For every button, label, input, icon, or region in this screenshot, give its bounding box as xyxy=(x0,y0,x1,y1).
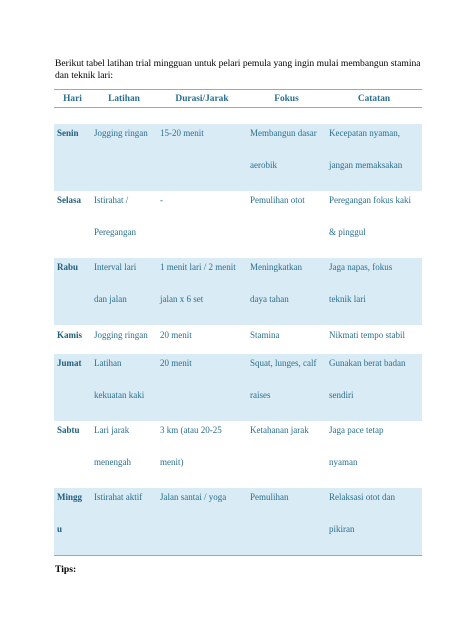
cell-line: jalan x 6 set xyxy=(160,293,204,304)
cell-latihan xyxy=(91,124,157,191)
cell-line: Selasa xyxy=(57,194,82,205)
cell-line: Latihan xyxy=(94,357,122,368)
cell-line: Stamina xyxy=(250,329,280,340)
cell-line: Istirahat aktif xyxy=(94,491,143,502)
cell-line: 20 menit xyxy=(160,329,192,340)
header-durasi: Durasi/Jarak xyxy=(157,90,247,108)
cell-line: Istirahat / xyxy=(94,194,129,205)
table-row xyxy=(54,421,422,488)
tips-heading: Tips: xyxy=(55,564,77,575)
cell-catatan xyxy=(326,488,422,556)
cell-durasi xyxy=(157,421,247,488)
cell-day xyxy=(54,421,91,488)
table-row xyxy=(54,488,422,556)
cell-catatan xyxy=(326,124,422,191)
cell-latihan xyxy=(91,258,157,325)
cell-line: Lari jarak xyxy=(94,424,130,435)
header-fokus: Fokus xyxy=(247,90,326,108)
cell-line: & pinggul xyxy=(329,226,366,237)
cell-line: menengah xyxy=(94,456,131,467)
cell-line: jangan memaksakan xyxy=(329,159,403,170)
cell-line: Jogging ringan xyxy=(94,127,148,138)
table-row xyxy=(54,191,422,258)
cell-latihan xyxy=(91,191,157,258)
cell-day xyxy=(54,124,91,191)
cell-line: Rabu xyxy=(57,261,79,272)
cell-catatan xyxy=(326,258,422,325)
cell-line: kekuatan kaki xyxy=(94,389,145,400)
cell-fokus xyxy=(247,488,326,556)
cell-durasi xyxy=(157,354,247,421)
table-row xyxy=(54,124,422,191)
table-header-row xyxy=(54,90,422,108)
cell-catatan xyxy=(326,354,422,421)
cell-fokus xyxy=(247,258,326,325)
cell-latihan xyxy=(91,325,157,354)
table-row xyxy=(54,325,422,354)
cell-durasi xyxy=(157,191,247,258)
cell-day xyxy=(54,354,91,421)
cell-line: Membangun dasar xyxy=(250,127,317,138)
header-hari: Hari xyxy=(54,90,91,108)
cell-fokus xyxy=(247,191,326,258)
cell-line: Nikmati tempo stabil xyxy=(329,329,405,340)
cell-line: Jogging ringan xyxy=(94,329,148,340)
cell-line: Pemulihan otot xyxy=(250,194,305,205)
cell-line: Interval lari xyxy=(94,261,137,272)
cell-line: u xyxy=(57,523,63,534)
cell-line: Kamis xyxy=(57,329,83,340)
cell-fokus xyxy=(247,421,326,488)
cell-line: 20 menit xyxy=(160,357,192,368)
cell-line: 1 menit lari / 2 menit xyxy=(160,261,236,272)
cell-line: Jumat xyxy=(57,357,82,368)
cell-line: daya tahan xyxy=(250,293,289,304)
cell-latihan xyxy=(91,354,157,421)
table-row xyxy=(54,354,422,421)
cell-line: Kecepatan nyaman, xyxy=(329,127,400,138)
cell-line: Sabtu xyxy=(57,424,80,435)
cell-fokus xyxy=(247,325,326,354)
cell-line: menit) xyxy=(160,456,184,467)
cell-fokus xyxy=(247,124,326,191)
cell-day xyxy=(54,325,91,354)
cell-line: Peregangan xyxy=(94,226,136,237)
weekly-training-table xyxy=(54,89,422,556)
cell-latihan xyxy=(91,488,157,556)
cell-line: sendiri xyxy=(329,389,354,400)
cell-line: Jaga pace tetap xyxy=(329,424,384,435)
table-spacer-row xyxy=(54,108,422,124)
table-row xyxy=(54,258,422,325)
cell-line: teknik lari xyxy=(329,293,366,304)
cell-line: aerobik xyxy=(250,159,277,170)
cell-line: Squat, lunges, calf xyxy=(250,357,317,368)
cell-latihan xyxy=(91,421,157,488)
cell-fokus xyxy=(247,354,326,421)
cell-catatan xyxy=(326,325,422,354)
cell-durasi xyxy=(157,325,247,354)
cell-line: Jalan santai / yoga xyxy=(160,491,227,502)
cell-line: Ketahanan jarak xyxy=(250,424,309,435)
cell-line: dan jalan xyxy=(94,293,127,304)
intro-paragraph: Berikut tabel latihan trial mingguan untuk pelari pemula yang ingin mulai membangun stamina dan teknik lari: xyxy=(55,58,421,81)
cell-line: nyaman xyxy=(329,456,358,467)
cell-durasi xyxy=(157,258,247,325)
cell-line: Gunakan berat badan xyxy=(329,357,406,368)
header-catatan: Catatan xyxy=(326,90,422,108)
cell-line: Peregangan fokus kaki xyxy=(329,194,411,205)
cell-line: - xyxy=(160,194,163,205)
cell-line: Jaga napas, fokus xyxy=(329,261,393,272)
cell-line: Relaksasi otot dan xyxy=(329,491,395,502)
cell-line: Meningkatkan xyxy=(250,261,302,272)
cell-line: 15-20 menit xyxy=(160,127,204,138)
cell-line: Senin xyxy=(57,127,79,138)
cell-catatan xyxy=(326,421,422,488)
cell-day xyxy=(54,488,91,556)
cell-line: pikiran xyxy=(329,523,355,534)
cell-durasi xyxy=(157,488,247,556)
cell-line: Pemulihan xyxy=(250,491,289,502)
cell-line: raises xyxy=(250,389,271,400)
cell-line: Mingg xyxy=(57,491,83,502)
cell-catatan xyxy=(326,191,422,258)
cell-line: 3 km (atau 20-25 xyxy=(160,424,222,435)
cell-durasi xyxy=(157,124,247,191)
cell-day xyxy=(54,258,91,325)
cell-day xyxy=(54,191,91,258)
header-latihan: Latihan xyxy=(91,90,157,108)
